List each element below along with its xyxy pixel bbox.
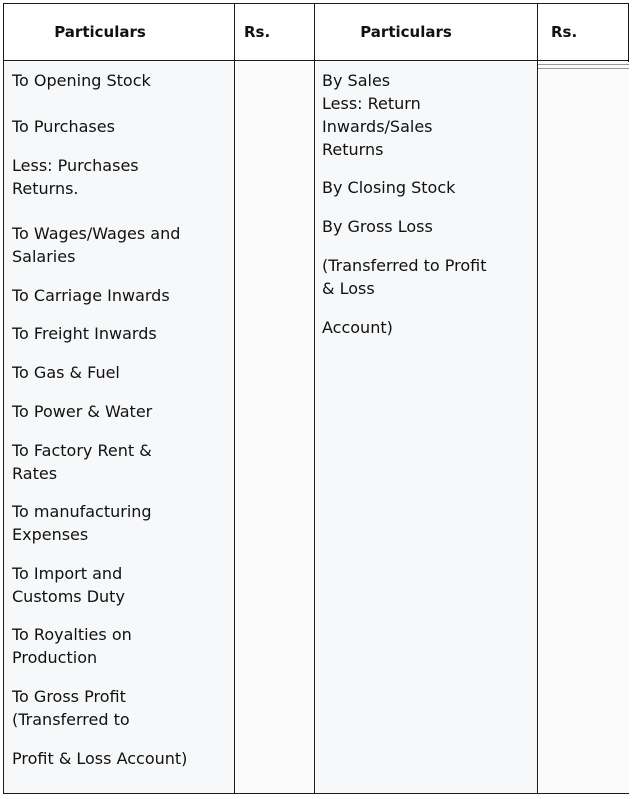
trading-account-table bbox=[3, 3, 629, 794]
header-particulars-debit: Particulars bbox=[54, 23, 146, 41]
credit-particulars-column bbox=[316, 62, 537, 793]
entry-freight-inwards: To Freight Inwards bbox=[12, 324, 157, 343]
header-particulars-credit: Particulars bbox=[360, 23, 452, 41]
credit-amount-column bbox=[539, 62, 629, 793]
entry-purchases: To Purchases bbox=[12, 117, 115, 136]
entry-gas-fuel: To Gas & Fuel bbox=[12, 363, 120, 382]
column-divider bbox=[314, 4, 315, 793]
entry-royalties: To Royalties on Production bbox=[12, 625, 132, 667]
entry-gross-loss-note: (Transferred to Profit & Loss bbox=[322, 256, 487, 298]
column-divider bbox=[234, 4, 235, 793]
header-rs-debit: Rs. bbox=[244, 23, 271, 41]
entry-carriage-inwards: To Carriage Inwards bbox=[12, 286, 170, 305]
entry-gross-loss: By Gross Loss bbox=[322, 217, 433, 236]
entry-power-water: To Power & Water bbox=[12, 402, 153, 421]
column-divider bbox=[537, 4, 538, 793]
entry-wages: To Wages/Wages and Salaries bbox=[12, 224, 181, 266]
entry-gross-loss-note-continued: Account) bbox=[322, 318, 393, 337]
entry-gross-profit: To Gross Profit (Transferred to bbox=[12, 687, 130, 729]
entry-purchases-returns: Less: Purchases Returns. bbox=[12, 156, 139, 198]
entry-closing-stock: By Closing Stock bbox=[322, 178, 456, 197]
entry-opening-stock: To Opening Stock bbox=[12, 71, 151, 90]
entry-gross-profit-continued: Profit & Loss Account) bbox=[12, 749, 188, 768]
entry-import-customs: To Import and Customs Duty bbox=[12, 564, 125, 606]
debit-amount-column bbox=[236, 62, 314, 793]
entry-sales: By Sales Less: Return Inwards/Sales Returns bbox=[322, 71, 433, 159]
header-divider bbox=[4, 60, 628, 61]
entry-manufacturing-expenses: To manufacturing Expenses bbox=[12, 502, 152, 544]
amount-rule bbox=[538, 68, 629, 69]
amount-rule bbox=[538, 64, 629, 65]
entry-factory-rent: To Factory Rent & Rates bbox=[12, 441, 152, 483]
header-rs-credit: Rs. bbox=[551, 23, 578, 41]
